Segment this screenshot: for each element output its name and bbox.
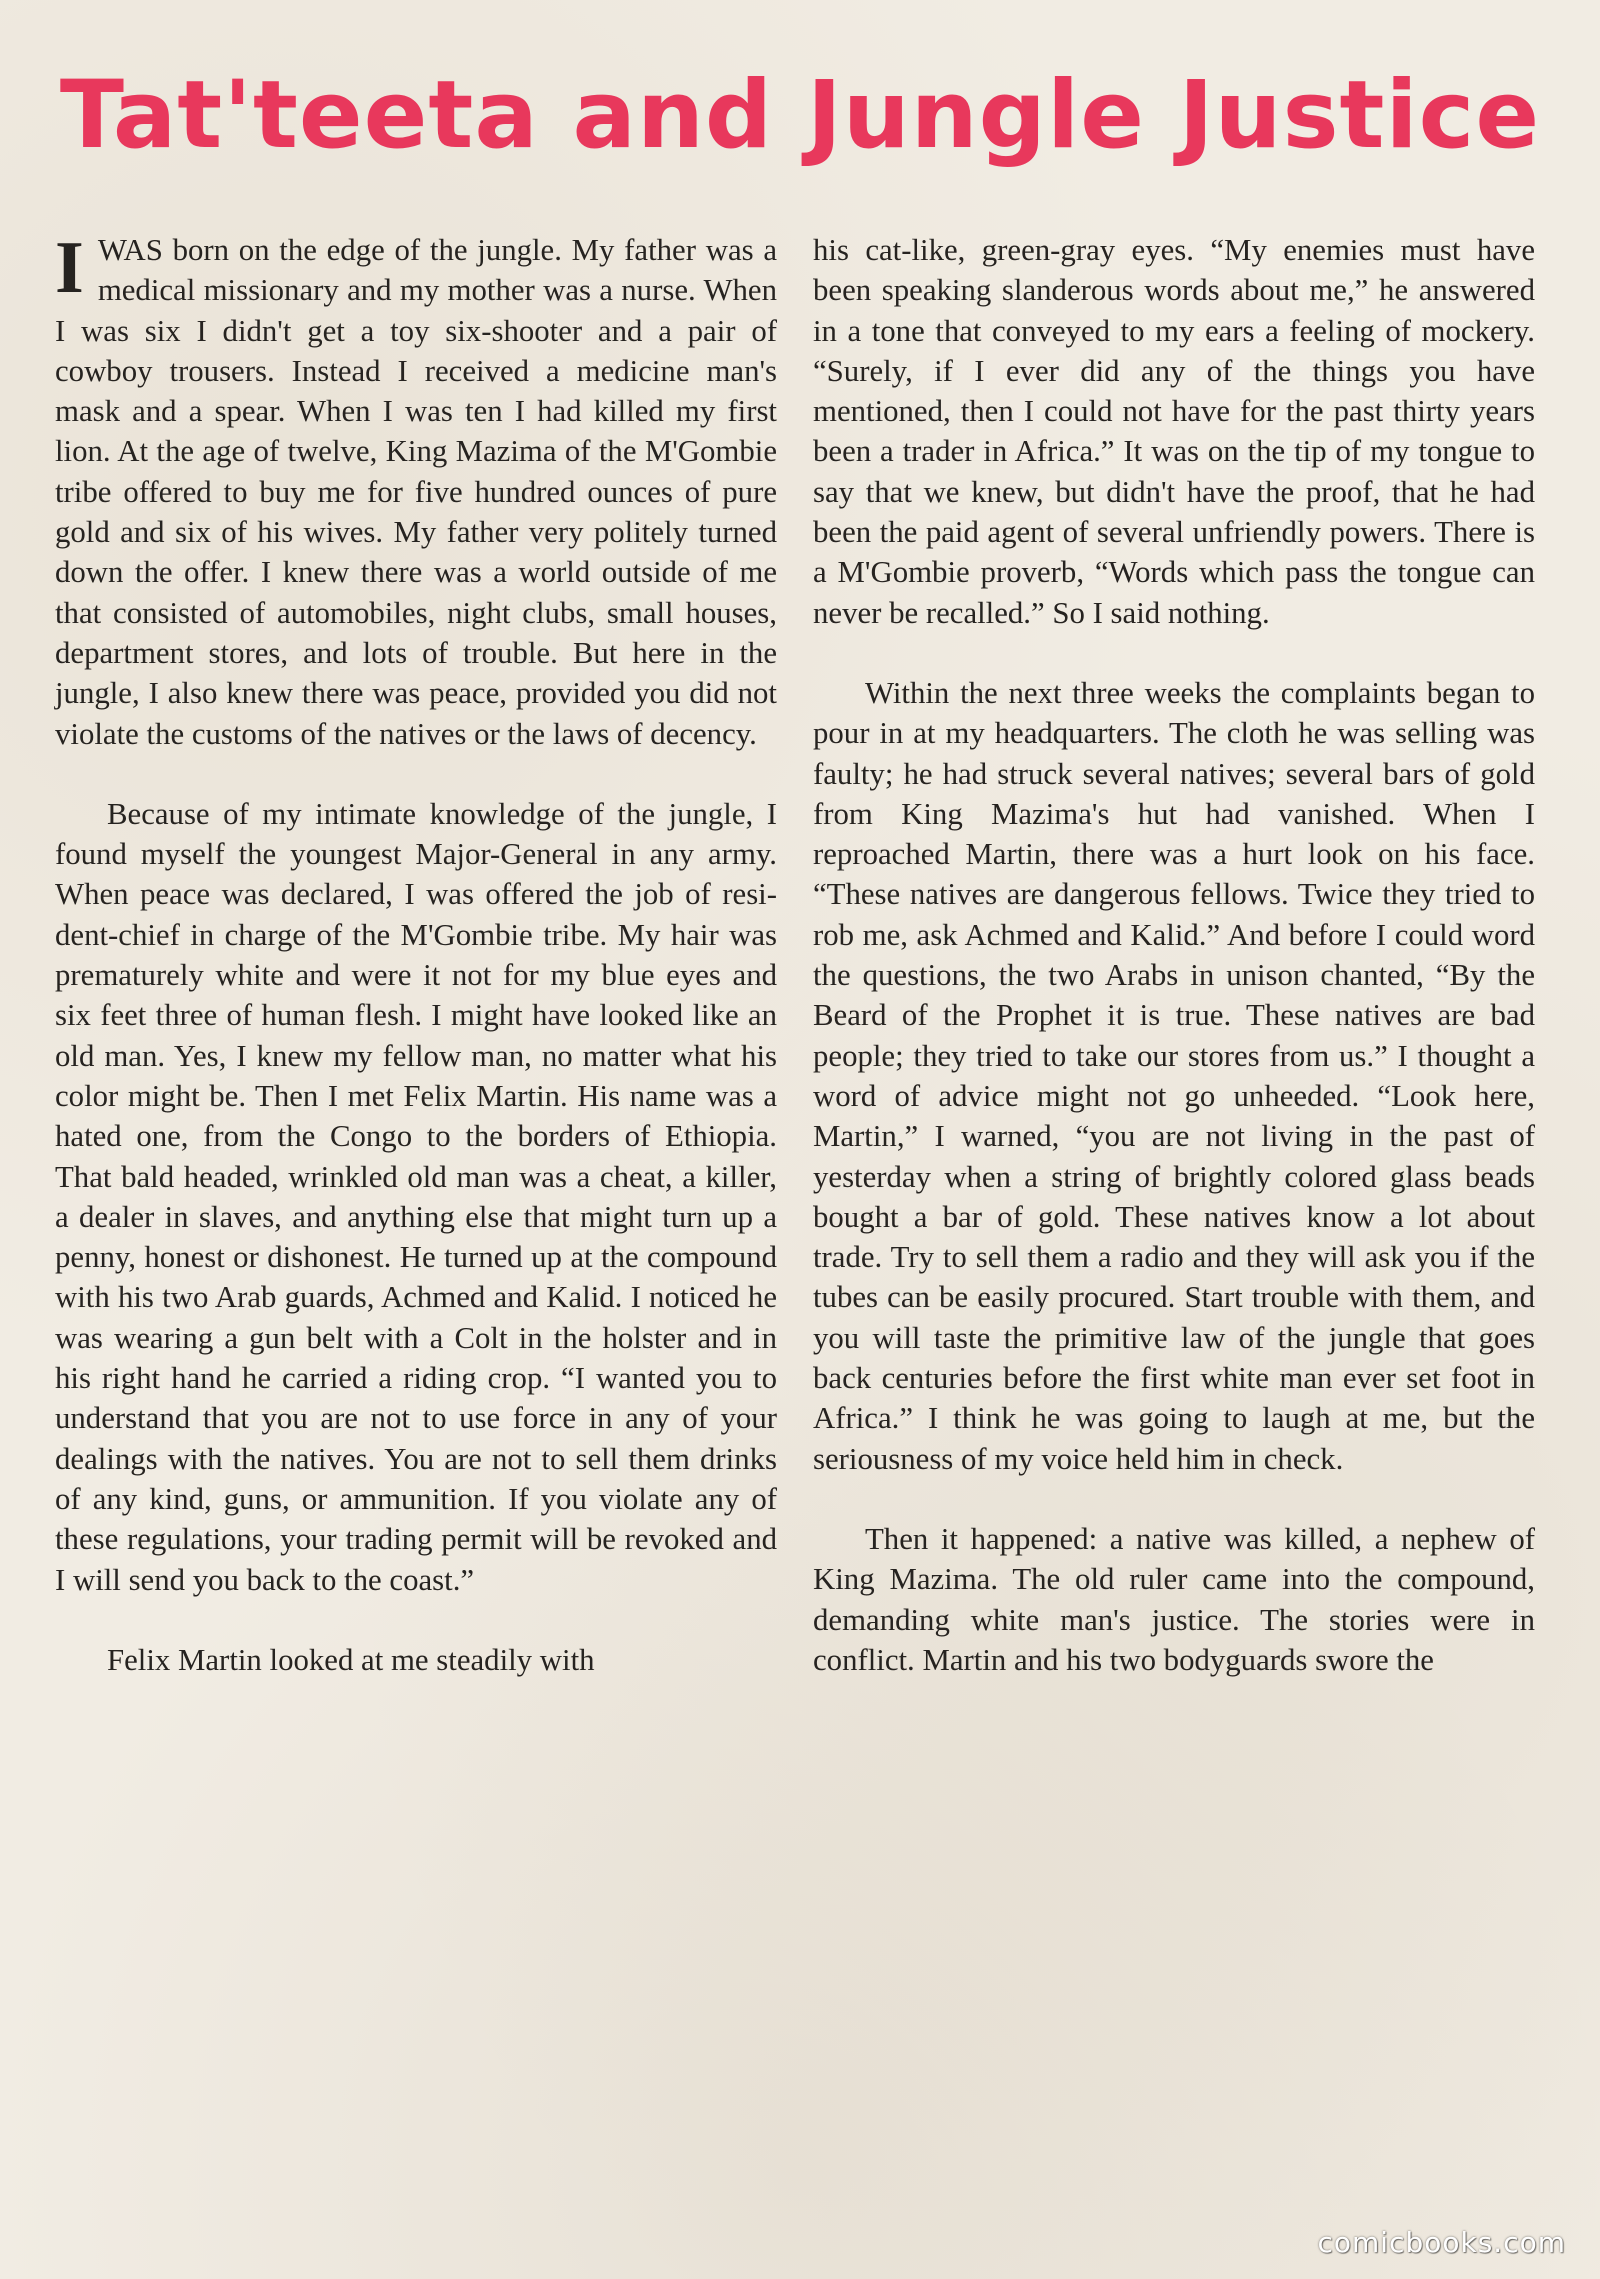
page-title: Tat'teeta and Jungle Justice <box>59 61 1541 170</box>
paragraph: Then it happened: a native was killed, a nephew of King Mazima. The old ruler came into the compound, demanding white man's justice. The stories were in conflict. Martin and his two bodyguards swore the <box>813 1521 1535 1677</box>
paragraph-text: WAS born on the edge of the jungle. My father was a medical missionary and my mother was a nurse. When I was six I didn't get a toy six-shooter and a pair of cowboy trousers. Instead I received a medicine man's mask and a spear. When I was ten I had killed my first lion. At the age of twelve, King Mazima of the M'Gombie tribe offered to buy me for five hundred ounces of pure gold and six of his wives. My father very politely turned down the offer. I knew there was a world outside of me that consisted of automobiles, night clubs, small houses, department stores, and lots of trouble. But here in the jungle, I also knew there was peace, provided you did not violate the customs of the natives or the laws of decency. <box>55 233 777 751</box>
right-column <box>813 230 1535 1680</box>
paragraph: his cat-like, green-gray eyes. “My enemies must have been speaking slanderous words about me,” he answered in a tone that conveyed to my ears a feeling of mockery. “Surely, if I ever did any of the things you have mentioned, then I could not have for the past thirty years been a trader in Africa.” It was on the tip of my tongue to say that we knew, but didn't have the proof, that he had been the paid agent of several unfriendly powers. There is a M'Gombie proverb, “Words which pass the tongue can never be recalled.” So I said nothing. <box>813 233 1535 630</box>
left-column <box>55 227 777 1680</box>
paragraph: Felix Martin looked at me steadily with <box>107 1642 595 1677</box>
paragraph: Within the next three weeks the complaints began to pour in at my headquarters. The cloth he was selling was faulty; he had struck several natives; several bars of gold from King Mazima's hut had vanished. When I reproached Martin, there was a hurt look on his face. “These natives are dangerous fellows. Twice they tried to rob me, ask Achmed and Kalid.” And before I could word the questions, the two Arabs in unison chanted, “By the Beard of the Prophet it is true. These natives are bad people; they tried to take our stores from us.” I thought a word of advice might not go unheeded. “Look here, Martin,” I warned, “you are not living in the past of yesterday when a string of brightly colored glass beads bought a bar of gold. These natives know a lot about trade. Try to sell them a radio and they will ask you if the tubes can be easily procured. Start trouble with them, and you will taste the primitive law of the jungle that goes back centuries before the first white man ever set foot in Africa.” I think he was going to laugh at me, but the seriousness of my voice held him in check. <box>813 675 1535 1476</box>
watermark: comicbooks.com <box>1317 2226 1566 2259</box>
paragraph <box>55 227 777 754</box>
paragraph: Because of my intimate knowledge of the jungle, I found myself the youngest Major-General in any army. When peace was declared, I was offered the job of resident-chief in charge of the M'Gombie tribe. My hair was prematurely white and were it not for my blue eyes and six feet three of human flesh. I might have looked like an old man. Yes, I knew my fellow man, no matter what his color might be. Then I met Felix Martin. His name was a hated one, from the Congo to the borders of Ethiopia. That bald headed, wrinkled old man was a cheat, a killer, a dealer in slaves, and anything else that might turn up a penny, honest or dishonest. He turned up at the compound with his two Arab guards, Achmed and Kalid. I noticed he was wearing a gun belt with a Colt in the holster and in his right hand he carried a riding crop. “I wanted you to understand that you are not to use force in any of your dealings with the natives. You are not to sell them drinks of any kind, guns, or ammunition. If you violate any of these regulations, your trading permit will be revoked and I will send you back to the coast.” <box>55 796 777 1597</box>
drop-cap: I <box>55 227 84 309</box>
